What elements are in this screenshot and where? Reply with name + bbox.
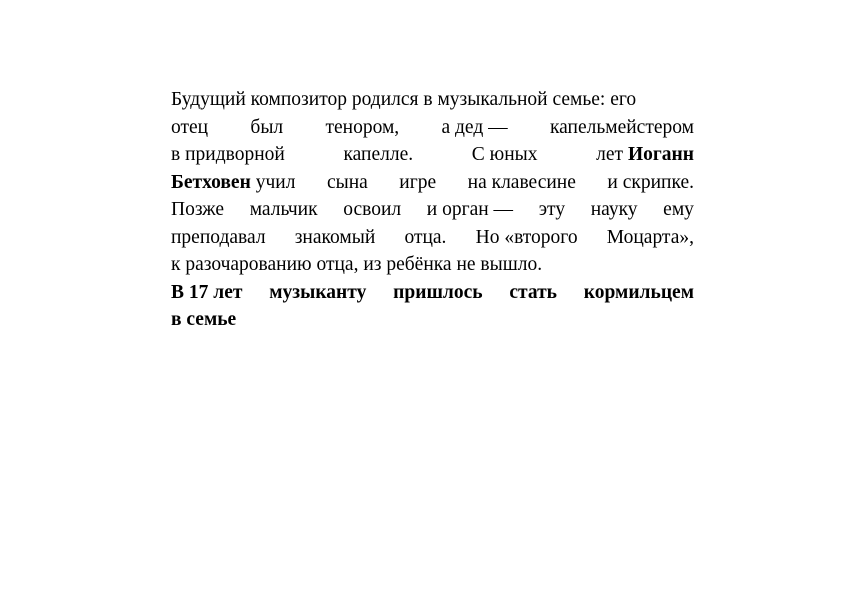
text-span: Моцарта», <box>606 226 694 248</box>
text-span: на клавесине <box>467 171 576 193</box>
text-line <box>171 224 694 252</box>
text-span: ему <box>663 199 694 220</box>
text-span: кормильцем <box>583 281 694 303</box>
text-span: науку <box>590 199 638 220</box>
text-span: сына <box>326 171 368 193</box>
text-span: пришлось <box>393 281 483 303</box>
text-span: эту <box>538 199 566 220</box>
text-span: и орган — <box>426 199 514 220</box>
text-span: капелле. <box>343 144 414 165</box>
text-span: преподавал <box>171 226 266 248</box>
text-line <box>171 114 694 142</box>
text-span: лет <box>596 144 624 165</box>
document-text <box>171 86 694 334</box>
text-line <box>171 196 694 224</box>
text-span: мальчик <box>249 199 318 220</box>
text-line <box>171 251 694 279</box>
text-span: музыканту <box>269 281 367 303</box>
bold-text-line <box>171 279 694 307</box>
text-span: был <box>250 116 284 138</box>
text-span: игре <box>399 171 437 193</box>
text-span: в придворной <box>171 144 285 165</box>
text-span: тенором, <box>325 116 400 138</box>
bold-text-line <box>171 306 694 334</box>
text-span: в семье <box>171 309 237 330</box>
composer-first-name: Иоганн <box>627 144 694 165</box>
text-span: а дед — <box>441 116 508 138</box>
text-span: капельмейстером <box>549 116 694 138</box>
text-span: стать <box>509 281 557 303</box>
text-span: Позже <box>171 199 225 220</box>
composer-last-name: Бетховен <box>171 171 251 193</box>
text-span: В 17 лет <box>171 281 243 303</box>
text-span: и скрипке. <box>607 171 694 193</box>
text-span: Будущий композитор родился в музыкальной семье: его <box>171 89 637 110</box>
text-span <box>596 141 694 169</box>
text-line <box>171 141 694 169</box>
text-span: Но «второго <box>475 226 578 248</box>
text-line <box>171 86 694 114</box>
text-span <box>171 169 295 197</box>
text-line <box>171 169 694 197</box>
text-span: освоил <box>343 199 402 220</box>
text-span: к разочарованию отца, из ребёнка не вышло. <box>171 254 543 275</box>
text-span: отца. <box>404 226 447 248</box>
text-span: С юных <box>471 144 538 165</box>
text-span: учил <box>255 171 296 193</box>
text-span: отец <box>171 116 209 138</box>
text-span: знакомый <box>294 226 376 248</box>
